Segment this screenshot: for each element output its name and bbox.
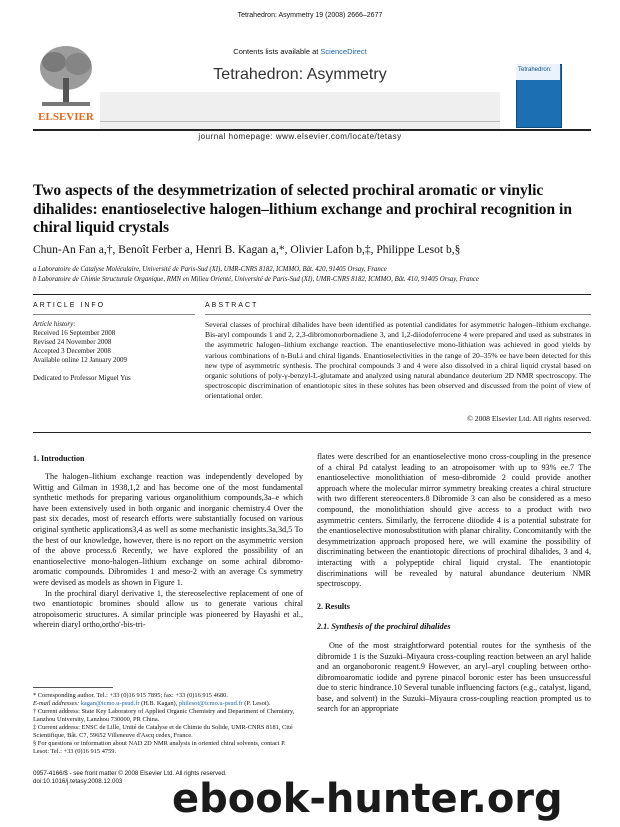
abstract-heading: ABSTRACT (205, 302, 259, 309)
masthead-rule (33, 129, 591, 131)
journal-cover-title: Tetrahedron: (518, 67, 552, 73)
contents-line (100, 47, 500, 56)
introduction-heading: 1. Introduction (33, 454, 85, 463)
abstract-copyright: © 2008 Elsevier Ltd. All rights reserved. (467, 414, 591, 423)
journal-homepage[interactable]: journal homepage: www.elsevier.com/locate/tetasy (198, 132, 402, 141)
sciencedirect-link[interactable]: ScienceDirect (320, 47, 367, 56)
received-date: Received 16 September 2008 (33, 329, 116, 337)
affiliation-b: b Laboratoire de Chimie Structurale Organique, RMN en Milieu Orienté, Université de Paris-Sud (XI), UMR-CNRS 8182, ICMMO, Bât. 410, 91405 Orsay, France (33, 276, 479, 283)
footnotes (33, 692, 303, 756)
online-date: Available online 12 January 2009 (33, 356, 127, 364)
elsevier-wordmark: ELSEVIER (38, 111, 94, 123)
email-lesot-link[interactable]: philesot@icmo.u-psud.fr (178, 700, 243, 707)
issn-line: 0957-4166/$ - see front matter © 2008 Elsevier Ltd. All rights reserved. (33, 770, 227, 777)
footnote-corresponding: * Corresponding author. Tel.: +33 (0)16 915 7895; fax: +33 (0)16 915 4680. (33, 692, 228, 699)
watermark: ebook-hunter.org (172, 776, 563, 822)
contents-prefix: Contents lists available at (233, 47, 321, 56)
info-rule (33, 314, 195, 315)
email-kagan-name: (H.B. Kagan), (139, 700, 179, 707)
author-list: Chun-An Fan a,†, Benoît Ferber a, Henri B. Kagan a,*, Olivier Lafon b,‡, Philippe Lesot b,§ (33, 244, 461, 256)
article-info-heading: ARTICLE INFO (33, 302, 106, 309)
email-label: E-mail addresses: (33, 700, 81, 707)
masthead-band (100, 92, 500, 130)
right-paragraph-2: One of the most straightforward potential routes for the synthesis of the dibromide 1 is the Suzuki–Miyaura cross-coupling reaction between an aryl halide and an organoboronic reagent.9 However, an aryl–aryl coupling between ortho-dibromoaromatic iodide and pyrene pinacol boronic ester has been unsuccessful due to steric hindrance.10 Several tunable influencing factors (e.g., catalyst, ligand, base, and solvent) in the Suzuki–Miyaura cross-coupling reaction prompted us to search for an appropriate (317, 640, 591, 714)
dedication: Dedicated to Professor Miguel Yus (33, 374, 131, 382)
synthesis-heading: 2.1. Synthesis of the prochiral dihalides (317, 622, 451, 632)
doi-line[interactable]: doi:10.1016/j.tetasy.2008.12.003 (33, 778, 123, 785)
affiliation-a: a Laboratoire de Catalyse Moléculaire, Université de Paris-Sud (XI), UMR-CNRS 8182, ICMMO, Bât. 420, 91405 Orsay, France (33, 266, 387, 273)
accepted-date: Accepted 3 December 2008 (33, 347, 111, 355)
homepage-divider (100, 121, 500, 122)
footnote-dagger: † Current address: State Key Laboratory of Applied Organic Chemistry and Department of Chemistry, Lanzhou University, Lanzhou 730000, PR China. (33, 708, 295, 723)
revised-date: Revised 24 November 2008 (33, 338, 112, 346)
email-lesot-name: (P. Lesot). (242, 700, 271, 707)
article-info (33, 320, 195, 383)
results-heading: 2. Results (317, 601, 350, 611)
left-column (33, 472, 303, 631)
journal-citation: Tetrahedron: Asymmetry 19 (2008) 2666–2677 (237, 12, 383, 19)
footnote-section: § For questions or information about NAD 2D NMR analysis in oriented chiral solvents, contact P. Lesot: Tel.: +33 (0)16 915 4759. (33, 740, 286, 755)
elsevier-tree-logo (34, 40, 98, 124)
intro-paragraph-1: The halogen–lithium exchange reaction was independently developed by Wittig and Gilman in 1938,1,2 and has become one of the most fundamental synthetic methods for preparing various organolithium compounds,3a–e which have been extensively used in both organic and inorganic chemistry.4 Over the past six decades, most of research efforts were substantially focused on various original synthetic applications3,4 as well as some mechanistic insights.3a,3d,5 To the best of our knowledge, however, there is no report on the asymmetric version of the above process.6 Recently, we have explored the possibility of an enantioselective mono-halogen–lithium exchange on some achiral dibromo-aromatic compounds. Dibromides 1 and meso-2 with an average Cs symmetry were devised as models as shown in Figure 1. (33, 472, 303, 587)
footnote-ddagger: ‡ Current address: ENSC de Lille, Unité de Catalyse et de Chimie du Solide, UMR-CNRS 8181, Cité Scientifique, Bât. C7, 59652 Villeneuve d'Ascq cedex, France. (33, 724, 293, 739)
right-column (317, 452, 591, 715)
abstract-text: Several classes of prochiral dihalides have been identified as potential candidates for asymmetric halogen–lithium exchange. Bis-aryl compounds 1 and 2, 2,3-dibromonorbornadiene 3, and 1,2-diiodoferrocene 4 were prepared and used as substrates in the asymmetric halogen–lithium exchange reaction. The enantioselective mono-lithiation was achieved in good yields by various combinations of n-BuLi and chiral ligands. Enantioselectivities in the range of 20–35% ee have been detected for this new type of asymmetric synthesis. The prochiral compounds 3 and 4 were also dissolved in a chiral liquid crystal based on organic solutions of poly-γ-benzyl-L-glutamate and analyzed using natural abundance deuterium 2D NMR spectroscopy. The spectroscopic discrimination of enantiotopic sites in these solutes has been observed and discussed from the point of view of orientational order. (205, 320, 591, 401)
abstract-bottom-rule (33, 432, 591, 433)
header-rule (33, 294, 591, 295)
email-kagan-link[interactable]: kagan@icmo.u-psud.fr (80, 700, 140, 707)
journal-name: Tetrahedron: Asymmetry (213, 66, 387, 83)
history-label: Article history: (33, 320, 76, 328)
footnote-emails (33, 700, 303, 708)
footnote-rule (33, 687, 113, 688)
article-title: Two aspects of the desymmetrization of selected prochiral aromatic or vinylic dihalides: enantioselective halogen–lithium exchange and prochiral recognition in chiral liquid crystals (33, 182, 572, 236)
intro-paragraph-2: In the prochiral diaryl derivative 1, the stereoselective replacement of one of two enantiotopic bromines should allow us to generate various chiral atropoisomeric structures. A similar principle was pioneered by Hayashi et al., wherein diaryl ortho,ortho'-bis-tri- (33, 588, 303, 630)
right-paragraph-1: flates were described for an enantioselective mono cross-coupling in the presence of a chiral Pd catalyst leading to an atropoisomer with up to 93% ee.7 The enantioselective monolithiation of meso-dibromide 2 could provide another approach where the molecular mirror symmetry breaking creates a chiral structure with two different stereocenters.8 Dibromide 3 can also be considered as a meso compound, the monolithiation should give access to a product with two asymmetric centers. Similarly, the ferrocene diiodide 4 is a potential substrate for the enantioselective monosubstitution with planar chirality. Concomitantly with the desymmetrization approach proposed here, we will examine the possibility of discriminating between the enantiotopic directions of prochiral dihalides, 3 and 4, interacting with a polypeptide chiral liquid crystal. The enantiotopic discriminations will be revealed by natural abundance deuterium NMR spectroscopy. (317, 452, 591, 589)
abstract-rule (205, 314, 591, 315)
